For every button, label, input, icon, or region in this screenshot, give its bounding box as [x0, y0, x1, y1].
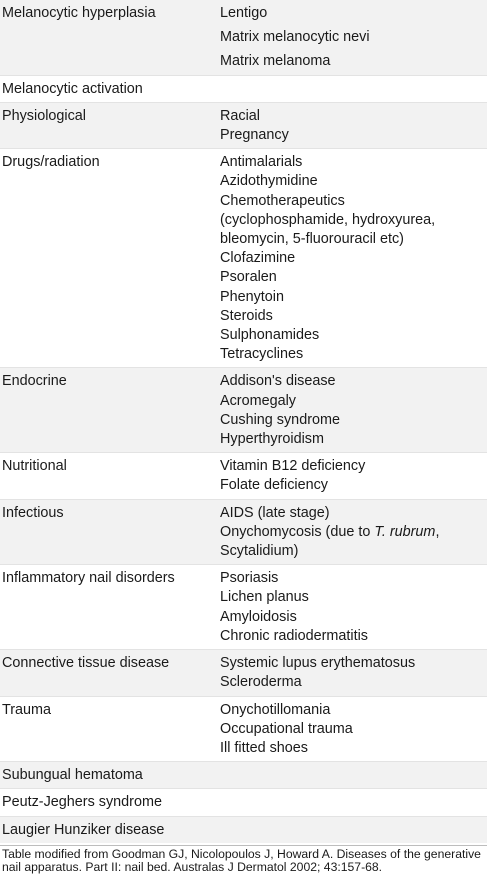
row-item: Ill fitted shoes: [220, 739, 308, 756]
row-items: [220, 453, 487, 499]
row-category: Melanocytic hyperplasia: [0, 0, 220, 75]
row-item: Onychotillomania: [220, 701, 331, 718]
row-items: [220, 499, 487, 565]
row-item: (cyclophosphamide, hydroxyurea,: [220, 211, 436, 228]
row-items: [220, 149, 487, 368]
row-item: Amyloidosis: [220, 608, 297, 625]
row-item: Pregnancy: [220, 127, 289, 144]
row-category: Connective tissue disease: [0, 650, 220, 696]
table-row: [0, 149, 487, 368]
table-footnote: Table modified from Goodman GJ, Nicolopoulos J, Howard A. Diseases of the generative nail apparatus. Part II: nail bed. Australas J Dermatol 2002; 43:157-68.: [0, 845, 487, 875]
row-item: Psoralen: [220, 269, 277, 286]
row-item: Vitamin B12 deficiency: [220, 458, 366, 475]
row-item: Antimalarials: [220, 154, 303, 171]
row-item: Racial: [220, 107, 260, 124]
row-item: Steroids: [220, 307, 273, 324]
row-item: Chronic radiodermatitis: [220, 627, 368, 644]
row-item: Matrix melanoma: [220, 53, 331, 70]
row-items: [220, 102, 487, 148]
row-category: Peutz-Jeghers syndrome: [0, 789, 220, 816]
row-item: Phenytoin: [220, 288, 285, 305]
row-category: Laugier Hunziker disease: [0, 816, 220, 843]
row-category: Endocrine: [0, 368, 220, 453]
row-item: Lichen planus: [220, 589, 309, 606]
table-row: [0, 453, 487, 499]
table-row: [0, 762, 487, 789]
table-row: [0, 789, 487, 816]
row-item-text: ,: [435, 523, 440, 540]
row-items: [220, 650, 487, 696]
row-item: Clofazimine: [220, 250, 296, 267]
row-item: bleomycin, 5-fluorouracil etc): [220, 231, 404, 248]
table-row: [0, 75, 487, 102]
row-items: [220, 762, 487, 789]
row-item: Matrix melanocytic nevi: [220, 29, 370, 46]
row-item: Chemotherapeutics: [220, 192, 345, 209]
row-item: AIDS (late stage): [220, 504, 330, 521]
row-item: Scytalidium): [220, 543, 299, 560]
row-item: Systemic lupus erythematosus: [220, 655, 416, 672]
row-item: Addison's disease: [220, 373, 336, 390]
row-category: Drugs/radiation: [0, 149, 220, 368]
row-item: Tetracyclines: [220, 346, 304, 363]
row-item: Lentigo: [220, 5, 268, 21]
row-item: Psoriasis: [220, 570, 279, 587]
row-items: [220, 368, 487, 453]
row-category: Subungual hematoma: [0, 762, 220, 789]
row-items: [220, 789, 487, 816]
organism-name: T. rubrum: [374, 523, 436, 540]
row-item: Azidothymidine: [220, 173, 318, 190]
row-category: Melanocytic activation: [0, 75, 220, 102]
row-item: Occupational trauma: [220, 720, 353, 737]
row-category: Infectious: [0, 499, 220, 565]
row-item: Folate deficiency: [220, 477, 328, 494]
row-items: [220, 696, 487, 762]
table-row: [0, 650, 487, 696]
row-item: Cushing syndrome: [220, 411, 340, 428]
row-items: [220, 0, 487, 75]
table-row: [0, 0, 487, 75]
row-category: Nutritional: [0, 453, 220, 499]
row-item: Acromegaly: [220, 392, 296, 409]
table-row: [0, 565, 487, 650]
row-item-text: Onychomycosis (due to: [220, 523, 375, 540]
table-row: [0, 102, 487, 148]
row-category: Trauma: [0, 696, 220, 762]
row-item: [220, 523, 487, 542]
table-row: [0, 368, 487, 453]
table-row: [0, 816, 487, 843]
row-items: [220, 565, 487, 650]
row-item: Scleroderma: [220, 674, 302, 691]
row-item: Sulphonamides: [220, 327, 320, 344]
row-category: Inflammatory nail disorders: [0, 565, 220, 650]
table-row: [0, 696, 487, 762]
row-items: [220, 816, 487, 843]
row-items: [220, 75, 487, 102]
row-item: Hyperthyroidism: [220, 431, 324, 448]
row-category: Physiological: [0, 102, 220, 148]
table-row: [0, 499, 487, 565]
